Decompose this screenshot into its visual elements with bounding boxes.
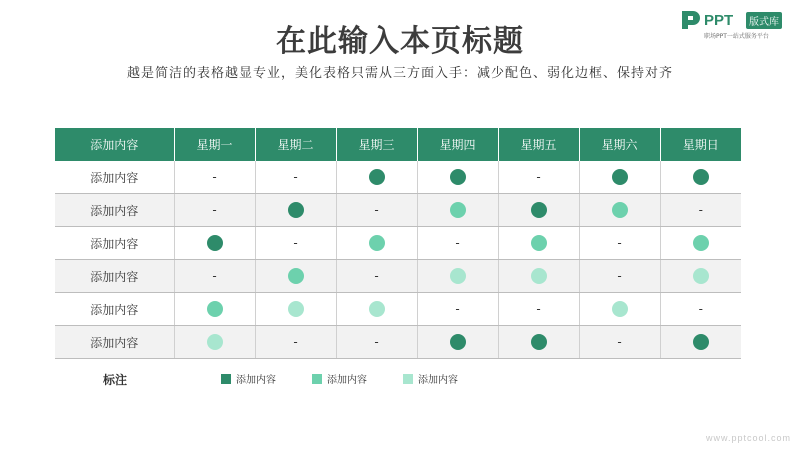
status-dot-light xyxy=(207,334,223,350)
status-dot-light xyxy=(693,268,709,284)
logo-brand-text: PPT xyxy=(704,12,734,29)
table-cell xyxy=(336,326,417,359)
legend-item xyxy=(403,371,458,386)
table-cell xyxy=(660,293,741,326)
table-cell xyxy=(336,161,417,194)
empty-marker: - xyxy=(698,302,703,316)
row-label: 添加内容 xyxy=(55,161,174,194)
empty-marker: - xyxy=(374,203,379,217)
legend-item xyxy=(221,371,276,386)
status-dot-light xyxy=(288,301,304,317)
table-cell xyxy=(255,326,336,359)
legend-item xyxy=(312,371,367,386)
column-header: 星期日 xyxy=(660,128,741,161)
empty-marker: - xyxy=(374,335,379,349)
table-cell xyxy=(579,161,660,194)
table-cell xyxy=(255,260,336,293)
status-dot-dark xyxy=(612,169,628,185)
table-corner-header: 添加内容 xyxy=(55,128,174,161)
column-header: 星期六 xyxy=(579,128,660,161)
table-cell xyxy=(498,161,579,194)
table-cell xyxy=(336,194,417,227)
logo-mark-icon xyxy=(680,9,702,31)
table-cell xyxy=(660,326,741,359)
table-cell xyxy=(417,161,498,194)
empty-marker: - xyxy=(212,269,217,283)
table-cell xyxy=(660,260,741,293)
table-cell xyxy=(174,194,255,227)
logo-badge: 版式库 xyxy=(746,12,782,29)
table-cell xyxy=(336,260,417,293)
row-label: 添加内容 xyxy=(55,260,174,293)
column-header: 星期四 xyxy=(417,128,498,161)
table-cell xyxy=(579,293,660,326)
table-cell xyxy=(336,227,417,260)
empty-marker: - xyxy=(293,236,298,250)
table-cell xyxy=(255,161,336,194)
table-cell xyxy=(174,293,255,326)
table-cell xyxy=(498,326,579,359)
table-cell xyxy=(660,161,741,194)
table-cell xyxy=(174,161,255,194)
table-cell xyxy=(417,326,498,359)
status-dot-dark xyxy=(288,202,304,218)
empty-marker: - xyxy=(536,170,541,184)
empty-marker: - xyxy=(212,203,217,217)
table-cell xyxy=(417,194,498,227)
status-dot-dark xyxy=(693,169,709,185)
empty-marker: - xyxy=(617,335,622,349)
status-dot-dark xyxy=(531,202,547,218)
empty-marker: - xyxy=(536,302,541,316)
table-cell xyxy=(579,227,660,260)
table-cell xyxy=(498,293,579,326)
page-subtitle: 越是简洁的表格越显专业，美化表格只需从三方面入手：减少配色、弱化边框、保持对齐 xyxy=(126,66,673,81)
table-cell xyxy=(579,194,660,227)
row-label: 添加内容 xyxy=(55,227,174,260)
table-row xyxy=(55,161,741,194)
table-cell xyxy=(498,260,579,293)
legend-swatch xyxy=(403,374,413,384)
table-row xyxy=(55,194,741,227)
column-header: 星期三 xyxy=(336,128,417,161)
table-cell xyxy=(579,326,660,359)
table-cell xyxy=(579,260,660,293)
status-dot-medium xyxy=(369,235,385,251)
legend-swatch xyxy=(221,374,231,384)
logo-tagline: 职场PPT一站式服务平台 xyxy=(704,33,769,40)
table-cell xyxy=(336,293,417,326)
status-dot-medium xyxy=(207,301,223,317)
status-dot-light xyxy=(531,268,547,284)
status-dot-medium xyxy=(288,268,304,284)
footer-url: www.pptcool.com xyxy=(706,433,792,443)
status-dot-medium xyxy=(531,235,547,251)
table-header-row xyxy=(55,128,741,161)
empty-marker: - xyxy=(374,269,379,283)
legend xyxy=(0,368,800,388)
status-dot-light xyxy=(612,301,628,317)
row-label: 添加内容 xyxy=(55,293,174,326)
status-dot-dark xyxy=(531,334,547,350)
table-cell xyxy=(498,194,579,227)
schedule-table xyxy=(55,128,741,359)
legend-title: 标注 xyxy=(103,373,128,387)
table-cell xyxy=(417,293,498,326)
table-cell xyxy=(174,326,255,359)
column-header: 星期二 xyxy=(255,128,336,161)
status-dot-light xyxy=(450,268,466,284)
table-cell xyxy=(174,227,255,260)
table-cell xyxy=(174,260,255,293)
status-dot-medium xyxy=(612,202,628,218)
status-dot-dark xyxy=(693,334,709,350)
table-cell xyxy=(417,227,498,260)
table-cell xyxy=(660,227,741,260)
table-cell xyxy=(255,293,336,326)
brand-logo xyxy=(680,9,795,41)
empty-marker: - xyxy=(293,170,298,184)
row-label: 添加内容 xyxy=(55,326,174,359)
empty-marker: - xyxy=(212,170,217,184)
status-dot-light xyxy=(369,301,385,317)
table-cell xyxy=(660,194,741,227)
table-row xyxy=(55,326,741,359)
legend-swatch xyxy=(312,374,322,384)
table-cell xyxy=(255,194,336,227)
status-dot-medium xyxy=(450,202,466,218)
table-cell xyxy=(255,227,336,260)
status-dot-dark xyxy=(450,334,466,350)
legend-label: 添加内容 xyxy=(236,375,276,386)
empty-marker: - xyxy=(455,236,460,250)
page-title: 在此输入本页标题 xyxy=(276,24,524,59)
status-dot-dark xyxy=(207,235,223,251)
row-label: 添加内容 xyxy=(55,194,174,227)
empty-marker: - xyxy=(455,302,460,316)
table-body xyxy=(55,161,741,359)
legend-label: 添加内容 xyxy=(327,375,367,386)
legend-label: 添加内容 xyxy=(418,375,458,386)
column-header: 星期一 xyxy=(174,128,255,161)
empty-marker: - xyxy=(617,269,622,283)
empty-marker: - xyxy=(617,236,622,250)
table-cell xyxy=(498,227,579,260)
table-row xyxy=(55,260,741,293)
column-header: 星期五 xyxy=(498,128,579,161)
status-dot-medium xyxy=(693,235,709,251)
table-cell xyxy=(417,260,498,293)
status-dot-dark xyxy=(450,169,466,185)
empty-marker: - xyxy=(698,203,703,217)
empty-marker: - xyxy=(293,335,298,349)
status-dot-dark xyxy=(369,169,385,185)
table-row xyxy=(55,227,741,260)
table-row xyxy=(55,293,741,326)
